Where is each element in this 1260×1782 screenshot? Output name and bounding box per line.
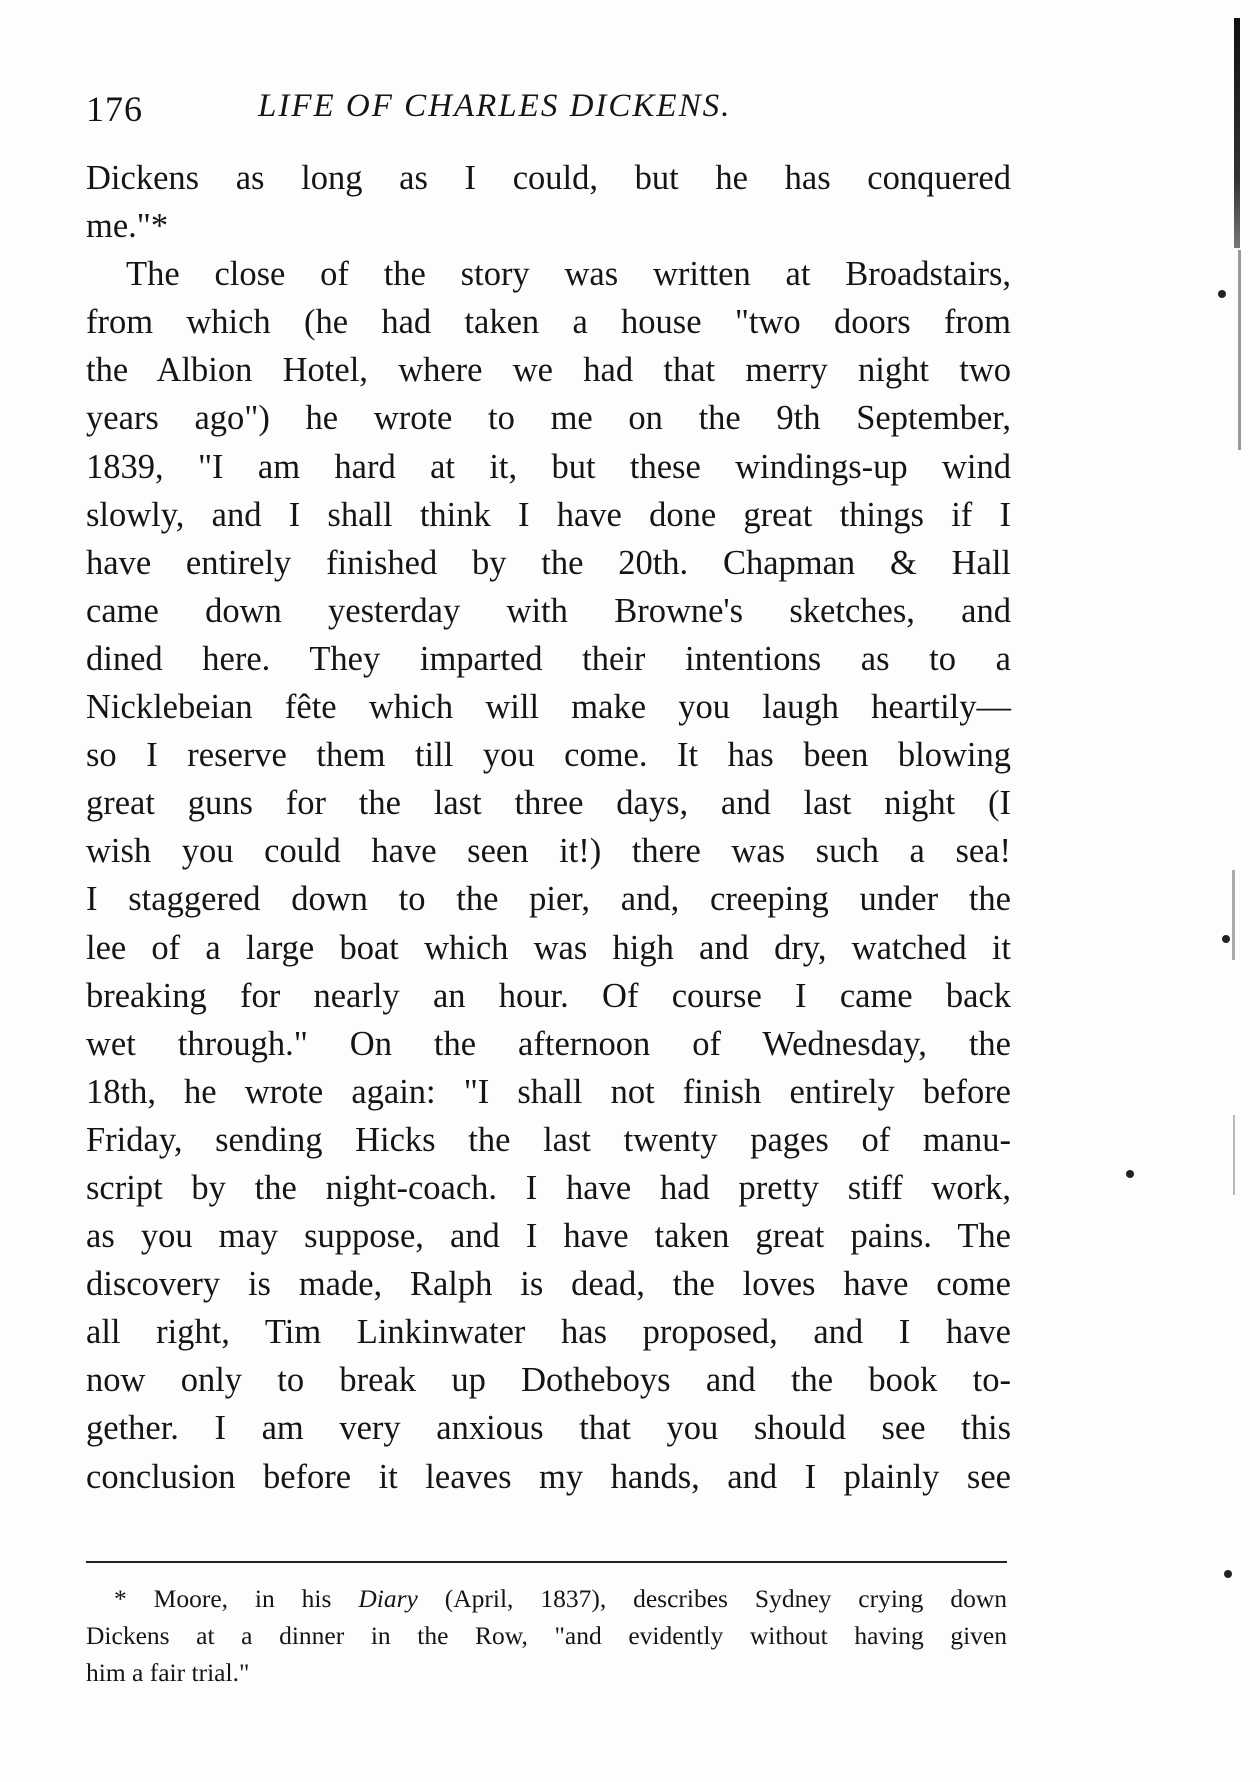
scan-edge-shadow — [1238, 250, 1241, 450]
text-line: slowly, and I shall think I have done great things if I — [86, 495, 1011, 534]
text-line: lee of a large boat which was high and dry, watched it — [86, 928, 1011, 967]
text-line: Friday, sending Hicks the last twenty pages of manu- — [86, 1120, 1011, 1159]
scan-speck — [1224, 1570, 1232, 1578]
text-line: conclusion before it leaves my hands, and I plainly see — [86, 1457, 1011, 1496]
text-line: wish you could have seen it!) there was such a sea! — [86, 832, 1011, 871]
text-line: Nicklebeian fête which will make you laugh heartily— — [86, 688, 1011, 727]
footnote-divider — [86, 1561, 1007, 1563]
footnote-italic-title: Diary — [358, 1584, 418, 1613]
text-line: all right, Tim Linkinwater has proposed, and I have — [86, 1313, 1011, 1352]
text-line: discovery is made, Ralph is dead, the loves have come — [86, 1265, 1011, 1304]
scan-speck — [1222, 935, 1230, 943]
text-line: script by the night-coach. I have had pretty stiff work, — [86, 1168, 1011, 1207]
text-line: The close of the story was written at Broadstairs, — [126, 255, 1011, 294]
text-line: 18th, he wrote again: "I shall not finish entirely before — [86, 1072, 1011, 1111]
text-line: wet through." On the afternoon of Wednesday, the — [86, 1024, 1011, 1063]
footnote-line: Dickens at a dinner in the Row, "and evidently without having given — [86, 1621, 1007, 1650]
page-header — [86, 88, 1006, 138]
text-line: dined here. They imparted their intentions as to a — [86, 639, 1011, 678]
text-line: breaking for nearly an hour. Of course I came back — [86, 976, 1011, 1015]
text-line: I staggered down to the pier, and, creeping under the — [86, 880, 1011, 919]
text-line: 1839, "I am hard at it, but these windings-up wind — [86, 447, 1011, 486]
running-title: LIFE OF CHARLES DICKENS. — [258, 88, 732, 124]
text-line: from which (he had taken a house "two doors from — [86, 303, 1011, 342]
text-line: now only to break up Dotheboys and the book to- — [86, 1361, 1011, 1400]
scan-edge-shadow — [1234, 18, 1240, 248]
text-line: the Albion Hotel, where we had that merry night two — [86, 351, 1011, 390]
footnote-text: (April, 1837), describes Sydney crying down — [417, 1584, 1008, 1613]
footnote-line — [86, 1580, 1007, 1617]
text-line: me."* — [86, 207, 169, 246]
scan-edge-shadow — [1233, 1115, 1235, 1195]
text-line: years ago") he wrote to me on the 9th September, — [86, 399, 1011, 438]
text-line: as you may suppose, and I have taken great pains. The — [86, 1217, 1011, 1256]
text-line: Dickens as long as I could, but he has conquered — [86, 159, 1011, 197]
text-line: so I reserve them till you come. It has been blowing — [86, 736, 1011, 775]
footnote — [86, 1580, 1007, 1691]
page-number: 176 — [86, 89, 143, 129]
text-line: came down yesterday with Browne's sketches, and — [86, 591, 1011, 630]
text-line: great guns for the last three days, and last night (I — [86, 784, 1011, 823]
scan-edge-shadow — [1232, 870, 1235, 960]
body-text — [86, 154, 1011, 1501]
text-line: gether. I am very anxious that you should see this — [86, 1409, 1011, 1448]
text-line: have entirely finished by the 20th. Chapman & Hall — [86, 543, 1011, 582]
scan-speck — [1218, 290, 1226, 298]
footnote-text: * Moore, in his — [114, 1584, 359, 1613]
footnote-line: him a fair trial." — [86, 1658, 250, 1687]
scan-speck — [1126, 1170, 1134, 1178]
